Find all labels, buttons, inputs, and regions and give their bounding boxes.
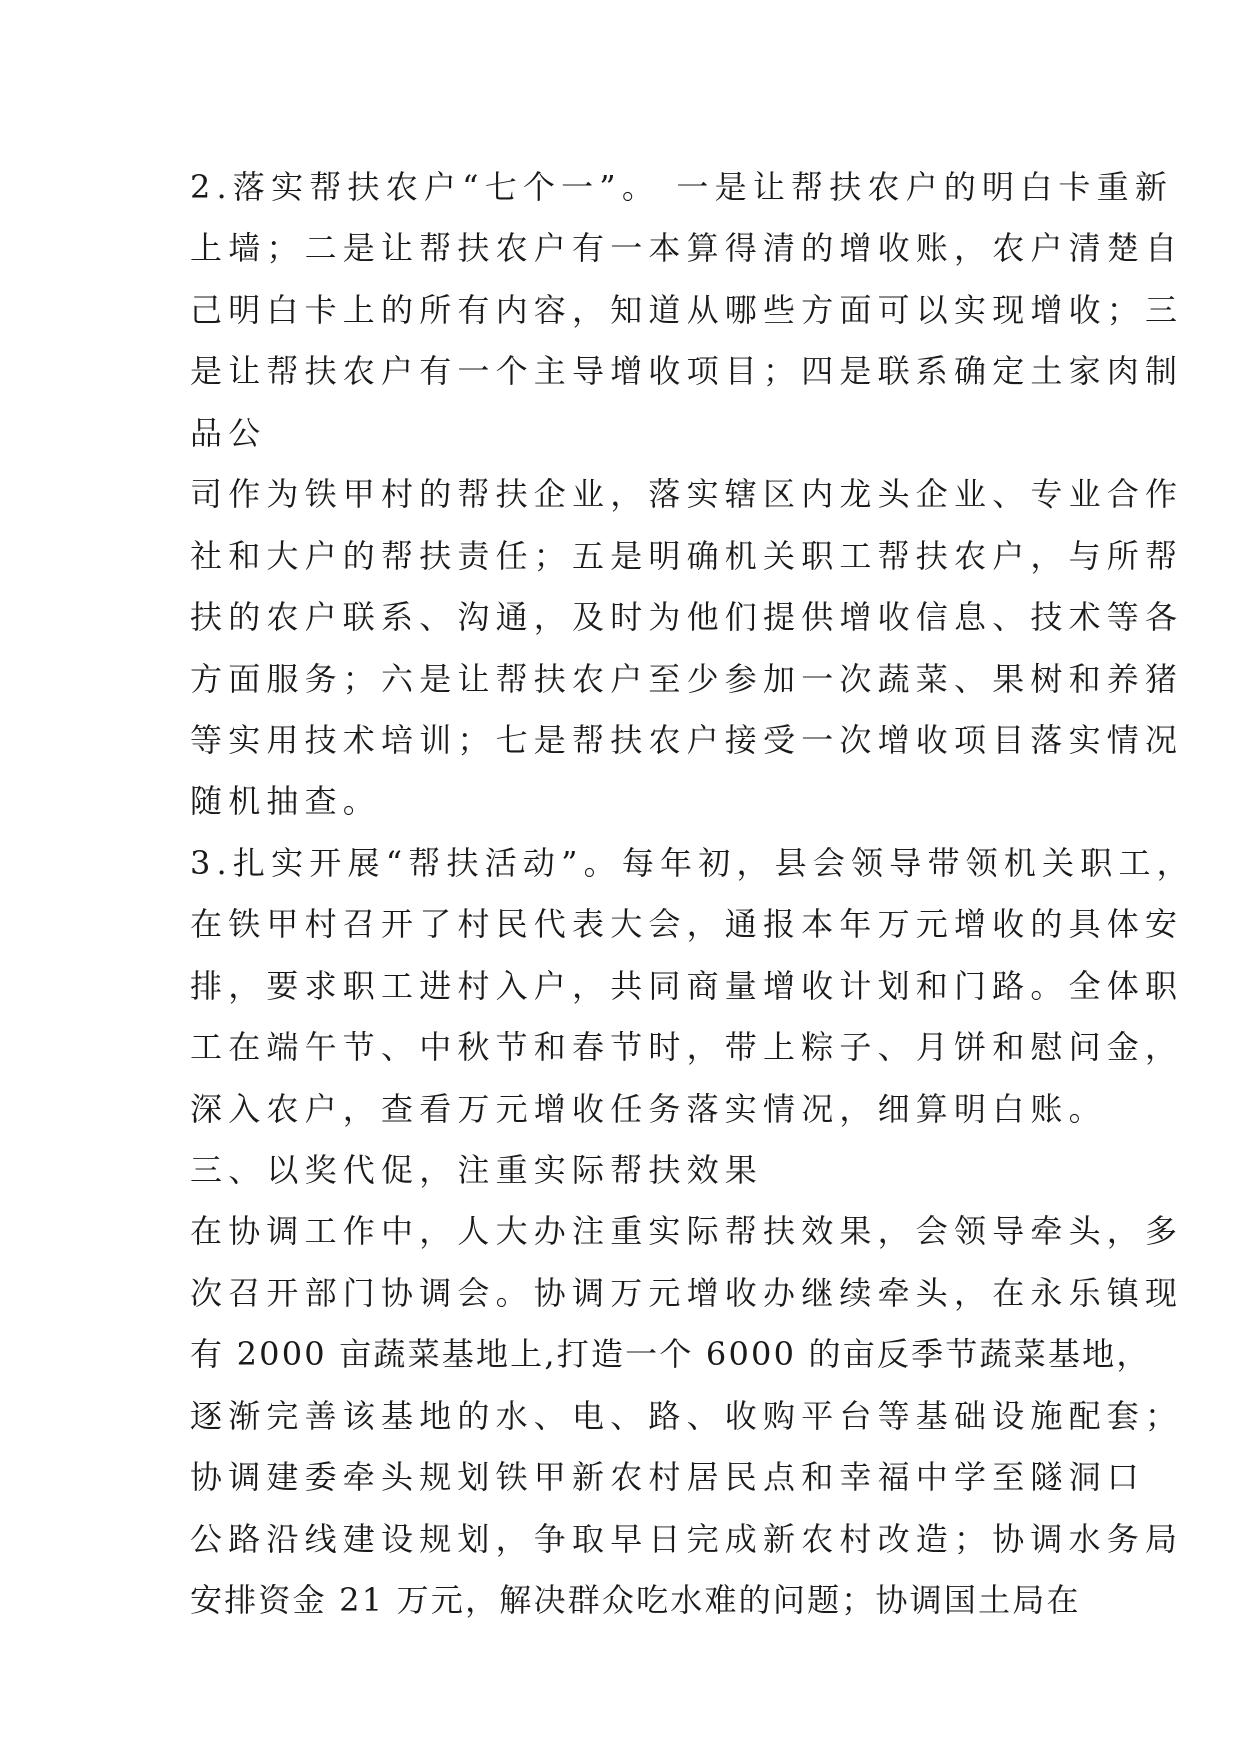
text-line: 有 2000 亩蔬菜基地上,打造一个 6000 的亩反季节蔬菜基地， <box>190 1335 1151 1374</box>
text-line: 次召开部门协调会。协调万元增收办继续牵头，在永乐镇现 <box>190 1273 1184 1312</box>
text-line: 扶的农户联系、沟通，及时为他们提供增收信息、技术等各 <box>190 598 1184 637</box>
text-line: 公路沿线建设规划，争取早日完成新农村改造；协调水务局 <box>190 1519 1184 1558</box>
text-line: 排，要求职工进村入户，共同商量增收计划和门路。全体职 <box>190 966 1184 1005</box>
text-line: 是让帮扶农户有一个主导增收项目；四是联系确定土家肉制 <box>190 352 1184 391</box>
text-line: 协调建委牵头规划铁甲新农村居民点和幸福中学至隧洞口 <box>190 1458 1146 1497</box>
text-line: 品公 <box>190 413 267 452</box>
text-line: 安排资金 21 万元，解决群众吃水难的问题；协调国土局在 <box>190 1581 1081 1620</box>
text-line: 司作为铁甲村的帮扶企业，落实辖区内龙头企业、专业合作 <box>190 475 1184 514</box>
text-line: 随机抽查。 <box>190 782 382 821</box>
text-line: 深入农户，查看万元增收任务落实情况，细算明白账。 <box>190 1089 1107 1128</box>
text-line: 3.扎实开展“帮扶活动”。每年初，县会领导带领机关职工， <box>190 843 1195 882</box>
section-heading: 三、以奖代促，注重实际帮扶效果 <box>190 1151 764 1189</box>
text-line: 等实用技术培训；七是帮扶农户接受一次增收项目落实情况 <box>190 720 1184 759</box>
text-line: 在铁甲村召开了村民代表大会，通报本年万元增收的具体安 <box>190 905 1184 944</box>
text-line: 上墙；二是让帮扶农户有一本算得清的增收账，农户清楚自 <box>190 229 1184 268</box>
document-body <box>190 157 1195 1632</box>
text-line: 己明白卡上的所有内容，知道从哪些方面可以实现增收；三 <box>190 290 1184 329</box>
text-line: 逐渐完善该基地的水、电、路、收购平台等基础设施配套； <box>190 1396 1184 1435</box>
text-line: 社和大户的帮扶责任；五是明确机关职工帮扶农户，与所帮 <box>190 536 1184 575</box>
text-line: 方面服务；六是让帮扶农户至少参加一次蔬菜、果树和养猪 <box>190 659 1184 698</box>
text-line: 2.落实帮扶农户“七个一”。 一是让帮扶农户的明白卡重新 <box>190 168 1174 206</box>
text-line: 工在端午节、中秋节和春节时，带上粽子、月饼和慰问金， <box>190 1028 1184 1067</box>
text-line: 在协调工作中，人大办注重实际帮扶效果，会领导牵头，多 <box>190 1212 1184 1251</box>
